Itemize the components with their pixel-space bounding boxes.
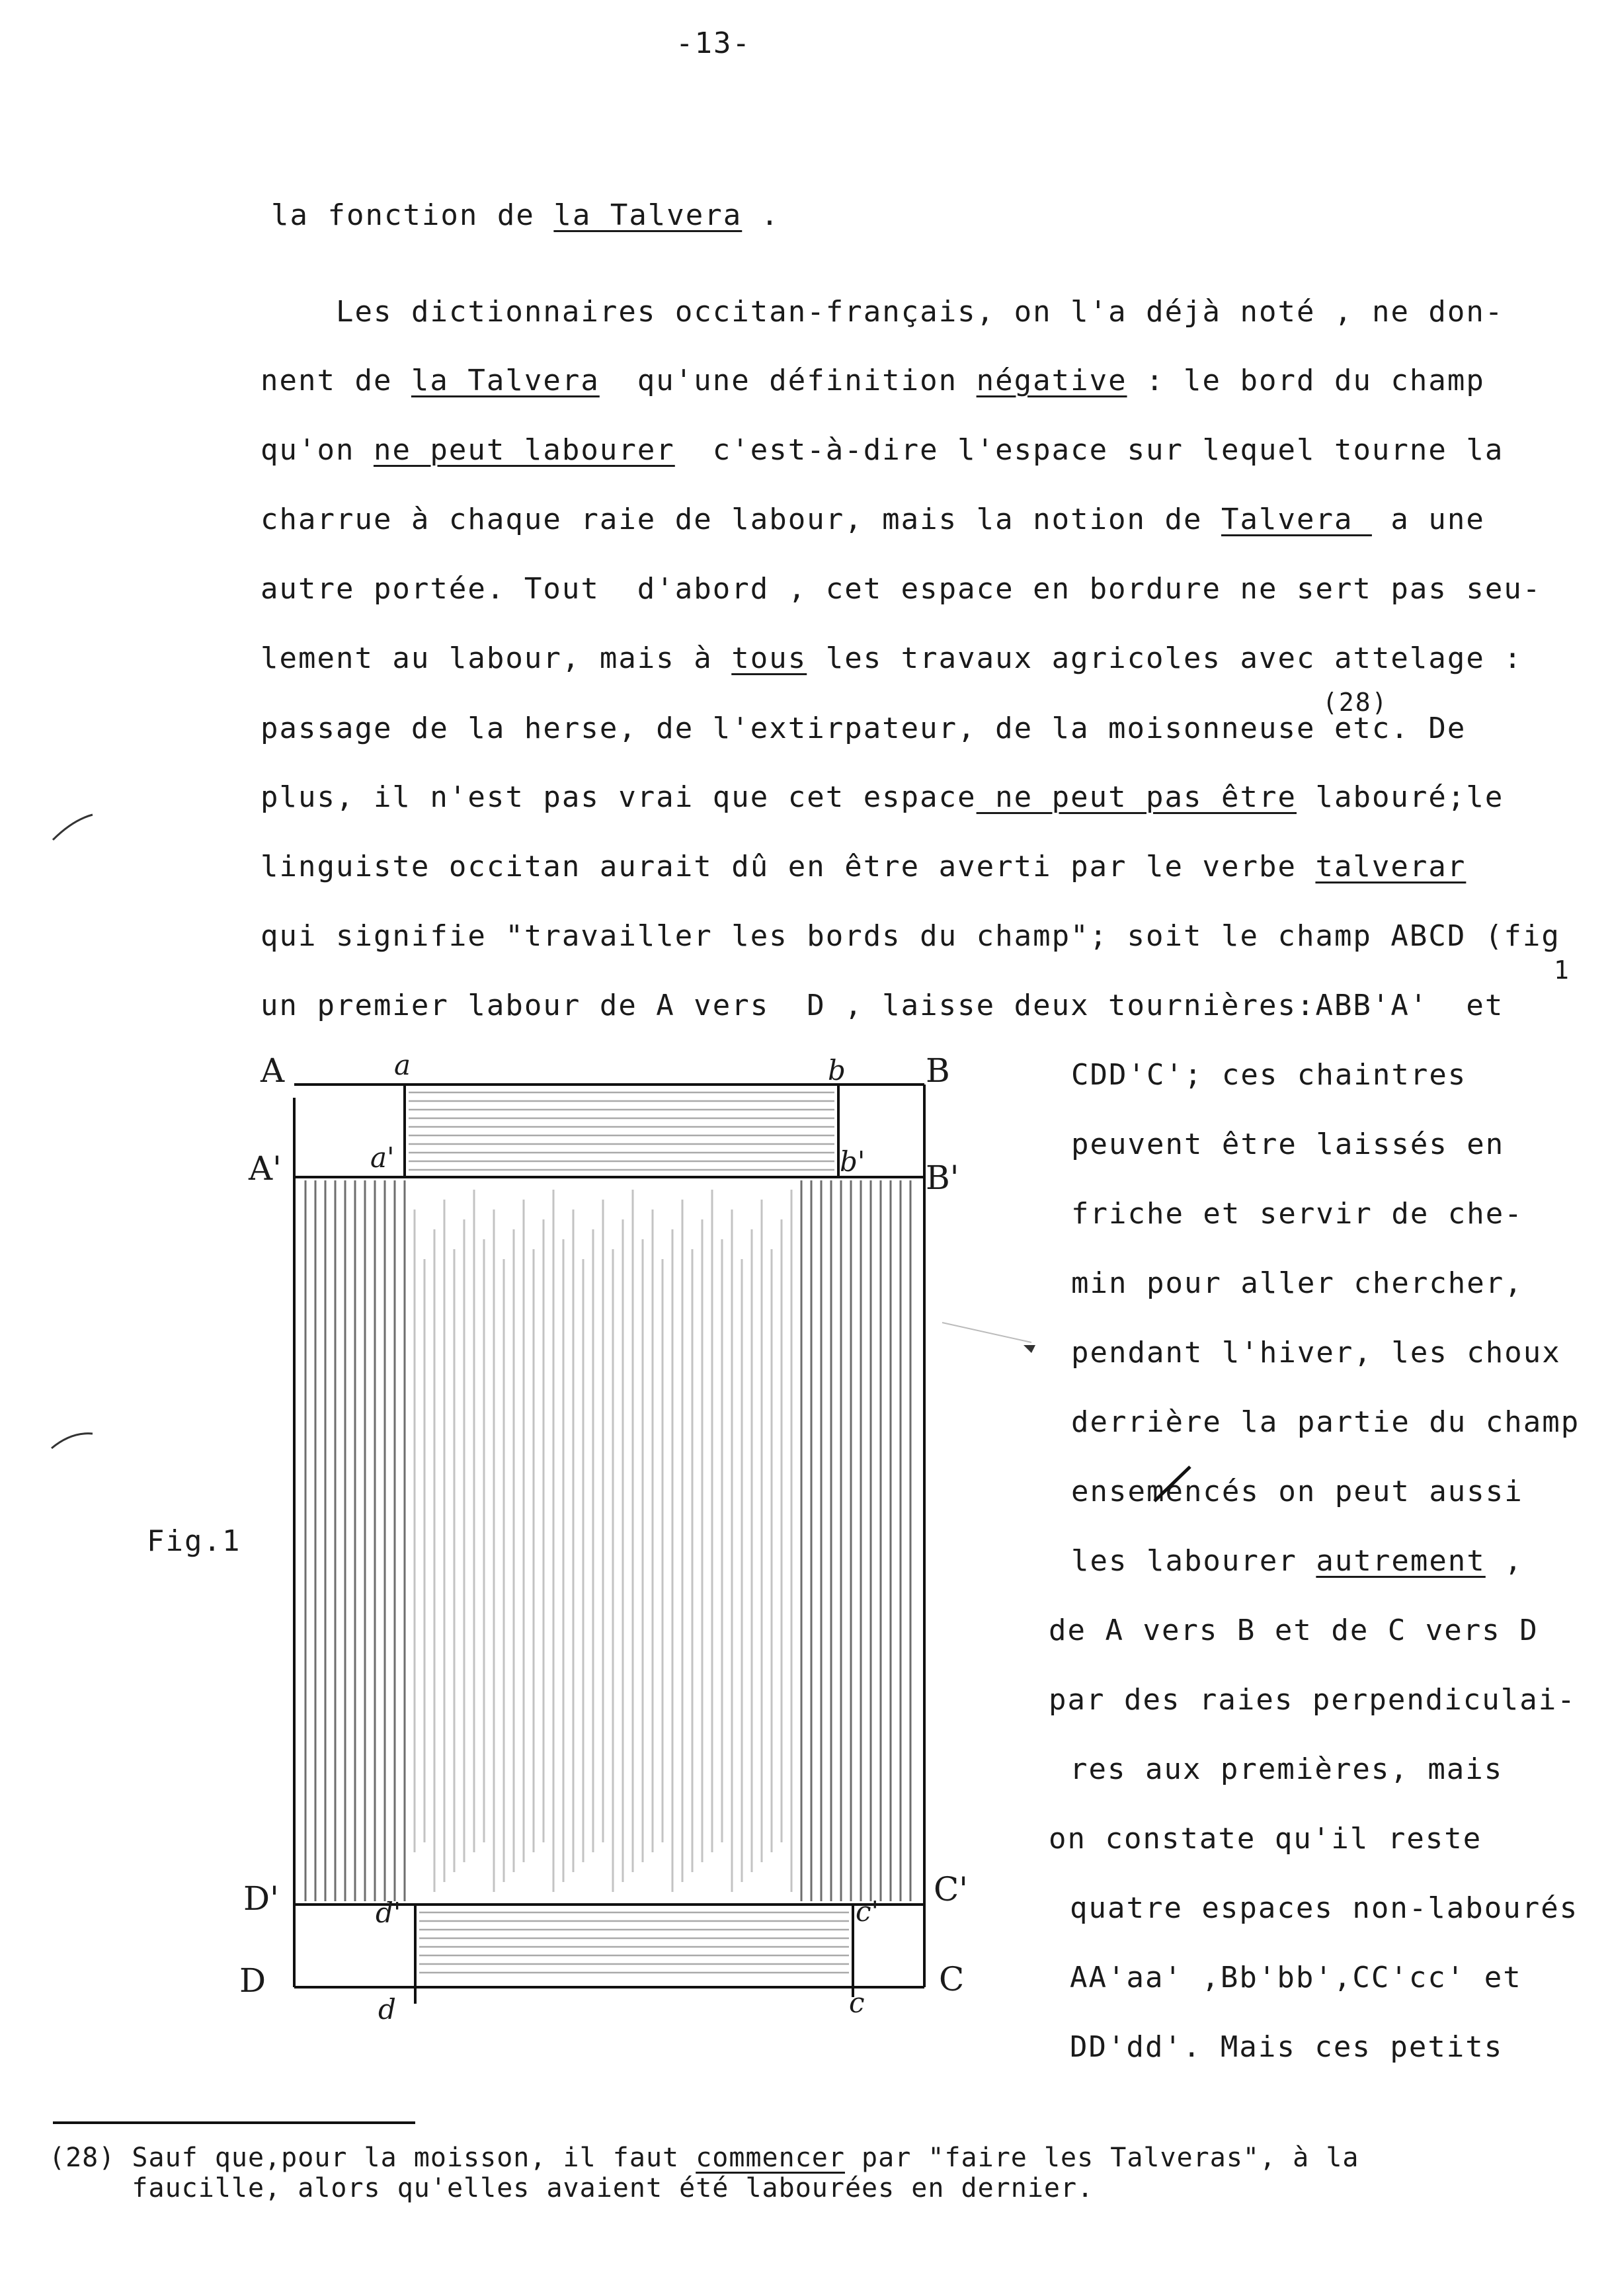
margin-mark-mid: [52, 1434, 93, 1448]
label-C-prime: C': [934, 1870, 969, 1908]
label-D-prime: D': [243, 1879, 279, 1918]
margin-mark-top: [53, 815, 93, 840]
text: les labourer: [1071, 1544, 1316, 1578]
label-C: C: [939, 1960, 965, 1998]
side-line-7: ensemencés on peut aussi: [1071, 1475, 1523, 1508]
text: lement au labour, mais à: [261, 641, 732, 675]
side-line-9: de A vers B et de C vers D: [1049, 1614, 1539, 1647]
label-B: B: [926, 1051, 950, 1090]
side-line-12: on constate qu'il reste: [1049, 1822, 1482, 1856]
text: la fonction de: [271, 198, 554, 232]
underlined-term: tous: [731, 641, 807, 675]
label-a: a: [394, 1049, 411, 1081]
side-line-10: par des raies perpendiculai-: [1049, 1683, 1576, 1717]
underlined-term: négative: [976, 364, 1127, 397]
label-b-prime: b': [840, 1145, 865, 1178]
underlined-term: la Talvera: [553, 198, 743, 232]
text: qu'on: [261, 433, 374, 467]
side-line-15: DD'dd'. Mais ces petits: [1070, 2030, 1504, 2064]
label-A-prime: A': [249, 1149, 282, 1188]
side-line-11: res aux premières, mais: [1070, 1752, 1504, 1786]
smudge-mark: [942, 1323, 1031, 1342]
label-D: D: [239, 1961, 266, 2000]
text: labouré;le: [1296, 780, 1504, 814]
side-line-14: AA'aa' ,Bb'bb',CC'cc' et: [1070, 1961, 1522, 1994]
label-a-prime: a': [370, 1141, 395, 1174]
side-line-13: quatre espaces non-labourés: [1070, 1891, 1579, 1925]
field-outline: [294, 1085, 924, 2004]
ink-stroke: [1154, 1467, 1190, 1501]
arrow-mark: [1024, 1345, 1035, 1353]
footnote-ref-28: (28): [1322, 688, 1388, 717]
text: par "faire les Talveras", à la: [844, 2143, 1359, 2173]
label-d-prime: d': [376, 1897, 401, 1929]
label-B-prime: B': [926, 1159, 959, 1197]
text: nent de: [261, 364, 411, 397]
body-line-11: qui signifie "travailler les bords du champ"; soit le champ ABCD (fig: [261, 919, 1560, 953]
underlined-term: la Talvera: [411, 364, 600, 397]
text: plus, il n'est pas vrai que cet espace: [261, 780, 977, 814]
underlined-term: ne peut pas être: [976, 780, 1297, 814]
text: charrue à chaque raie de labour, mais la notion de: [261, 503, 1222, 536]
side-line-4: min pour aller chercher,: [1071, 1266, 1523, 1300]
text: les travaux agricoles avec attelage :: [807, 641, 1523, 675]
side-line-5: pendant l'hiver, les choux: [1071, 1336, 1561, 1370]
fig-superscript: 1: [1554, 956, 1570, 985]
underlined-term: commencer: [696, 2143, 845, 2173]
vertical-furrows: [305, 1180, 910, 1901]
label-c: c: [849, 1987, 865, 2019]
footnote-line-2: faucille, alors qu'elles avaient été labourées en dernier.: [49, 2173, 1094, 2203]
text: ,: [1485, 1544, 1523, 1578]
figure-caption: Fig.1: [147, 1524, 241, 1558]
label-c-prime: c': [856, 1895, 879, 1928]
side-line-6: derrière la partie du champ: [1071, 1405, 1580, 1439]
text: .: [742, 198, 780, 232]
underlined-term: autrement: [1316, 1544, 1486, 1578]
underlined-term: ne peut labourer: [373, 433, 675, 467]
body-line-6: autre portée. Tout d'abord , cet espace en bordure ne sert pas seu-: [261, 572, 1542, 606]
text: (28) Sauf que,pour la moisson, il faut: [49, 2143, 696, 2173]
body-line-8: passage de la herse, de l'extirpateur, de la moisonneuse etc. De: [261, 712, 1467, 745]
side-line-1: CDD'C'; ces chaintres: [1071, 1058, 1467, 1092]
footnote-line-1: [49, 2143, 1359, 2173]
label-d: d: [378, 1993, 396, 2026]
text: linguiste occitan aurait dû en être averti par le verbe: [261, 850, 1316, 883]
underlined-term: talverar: [1315, 850, 1467, 883]
page-number: -13-: [676, 26, 751, 60]
label-b: b: [828, 1054, 846, 1086]
text: : le bord du champ: [1127, 364, 1485, 397]
label-A: A: [261, 1051, 285, 1090]
body-line-2: Les dictionnaires occitan-français, on l'a déjà noté , ne don-: [336, 295, 1504, 329]
text: qu'une définition: [599, 364, 977, 397]
body-line-12: un premier labour de A vers D , laisse deux tournières:ABB'A' et: [261, 989, 1504, 1022]
side-line-3: friche et servir de che-: [1071, 1197, 1523, 1231]
side-line-2: peuvent être laissés en: [1071, 1128, 1505, 1161]
text: a une: [1371, 503, 1485, 536]
text: c'est-à-dire l'espace sur lequel tourne la: [674, 433, 1504, 467]
underlined-term: Talvera: [1221, 503, 1372, 536]
